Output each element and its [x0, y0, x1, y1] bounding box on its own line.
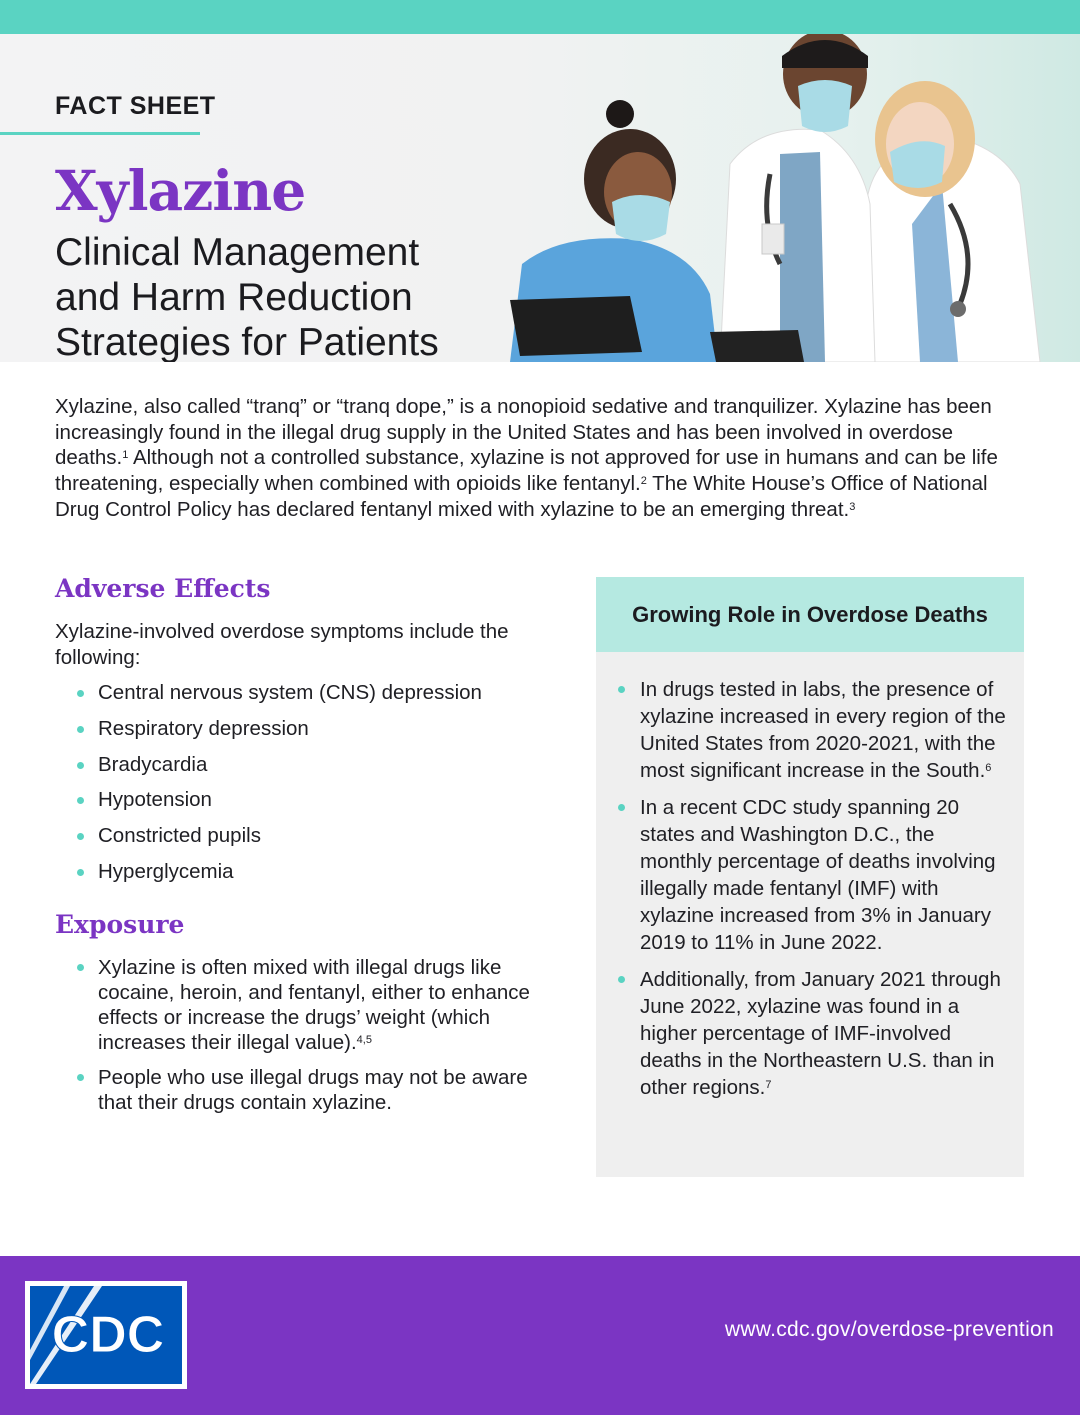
footnote-ref-7: 7: [765, 1079, 772, 1091]
list-item: Hypotension: [77, 787, 482, 823]
doctor-male-figure: [720, 34, 875, 362]
sidebar-list: [618, 676, 1008, 1111]
exposure-text-1: Xylazine is often mixed with illegal drugs like cocaine, heroin, and fentanyl, either to enhance effects or increase the drugs’ weight (which increases their illegal value).: [98, 956, 530, 1054]
symptoms-list: [77, 680, 482, 895]
list-item: Bradycardia: [77, 752, 482, 788]
cdc-logo: [24, 1280, 188, 1390]
list-item: Respiratory depression: [77, 716, 482, 752]
page-title: Xylazine: [55, 158, 306, 223]
footer-bar: [0, 1256, 1080, 1415]
footnote-ref-4-5: 4,5: [356, 1034, 372, 1046]
list-item: [77, 955, 567, 1055]
doctor-female-figure: [860, 81, 1040, 362]
hero-banner: [0, 34, 1080, 362]
page-subtitle: Clinical Management and Harm Reduction Strategies for Patients: [55, 231, 439, 362]
sidebar-heading: Growing Role in Overdose Deaths: [596, 577, 1024, 652]
sidebar-text-3: Additionally, from January 2021 through June 2022, xylazine was found in a higher percentage of IMF-involved deaths in the Northeastern U.S. than in other regions.: [640, 968, 1001, 1099]
cdc-logo-text: CDC: [51, 1306, 165, 1364]
list-item: People who use illegal drugs may not be aware that their drugs contain xylazine.: [77, 1065, 567, 1115]
kicker-underline: [0, 132, 200, 135]
exposure-heading: Exposure: [55, 910, 185, 939]
footnote-ref-1: 1: [122, 449, 129, 462]
footnote-ref-2: 2: [640, 475, 647, 488]
adverse-effects-heading: Adverse Effects: [55, 574, 271, 603]
intro-paragraph: [55, 394, 1025, 523]
list-item: In a recent CDC study spanning 20 states and Washington D.C., the monthly percentage of deaths involving illegally made fentanyl (IMF) with xylazine increased from 3% in January 2019 to 11% in June 2022.: [618, 794, 1008, 956]
list-item: Hyperglycemia: [77, 859, 482, 895]
footnote-ref-3: 3: [849, 500, 856, 513]
fact-sheet-label: FACT SHEET: [55, 92, 216, 120]
footnote-ref-6: 6: [985, 762, 992, 774]
exposure-list: [77, 955, 567, 1125]
adverse-effects-lead: Xylazine-involved overdose symptoms include the following:: [55, 620, 509, 669]
overdose-deaths-sidebar: [596, 577, 1024, 1177]
top-accent-bar: [0, 0, 1080, 34]
list-item: Constricted pupils: [77, 823, 482, 859]
list-item: Central nervous system (CNS) depression: [77, 680, 482, 716]
list-item: [618, 676, 1008, 784]
healthcare-workers-photo: [480, 34, 1080, 362]
intro-text-3: The White House’s Office of National Drug Control Policy has declared fentanyl mixed with xylazine to be an emerging threat.: [55, 472, 988, 521]
intro-text-1: Xylazine, also called “tranq” or “tranq dope,” is a nonopioid sedative and tranquilizer. Xylazine has been increasingly found in the illegal drug supply in the United States and has been involved in overdose deaths.: [55, 395, 992, 470]
intro-text-2: Although not a controlled substance, xylazine is not approved for use in humans and can be life threatening, especially when combined with opioids like fentanyl.: [55, 446, 998, 496]
list-item: [618, 966, 1008, 1101]
website-url[interactable]: www.cdc.gov/overdose-prevention: [724, 1318, 1054, 1341]
sidebar-text-1: In drugs tested in labs, the presence of xylazine increased in every region of the United States from 2020-2021, with the most significant increase in the South.: [640, 678, 1006, 782]
